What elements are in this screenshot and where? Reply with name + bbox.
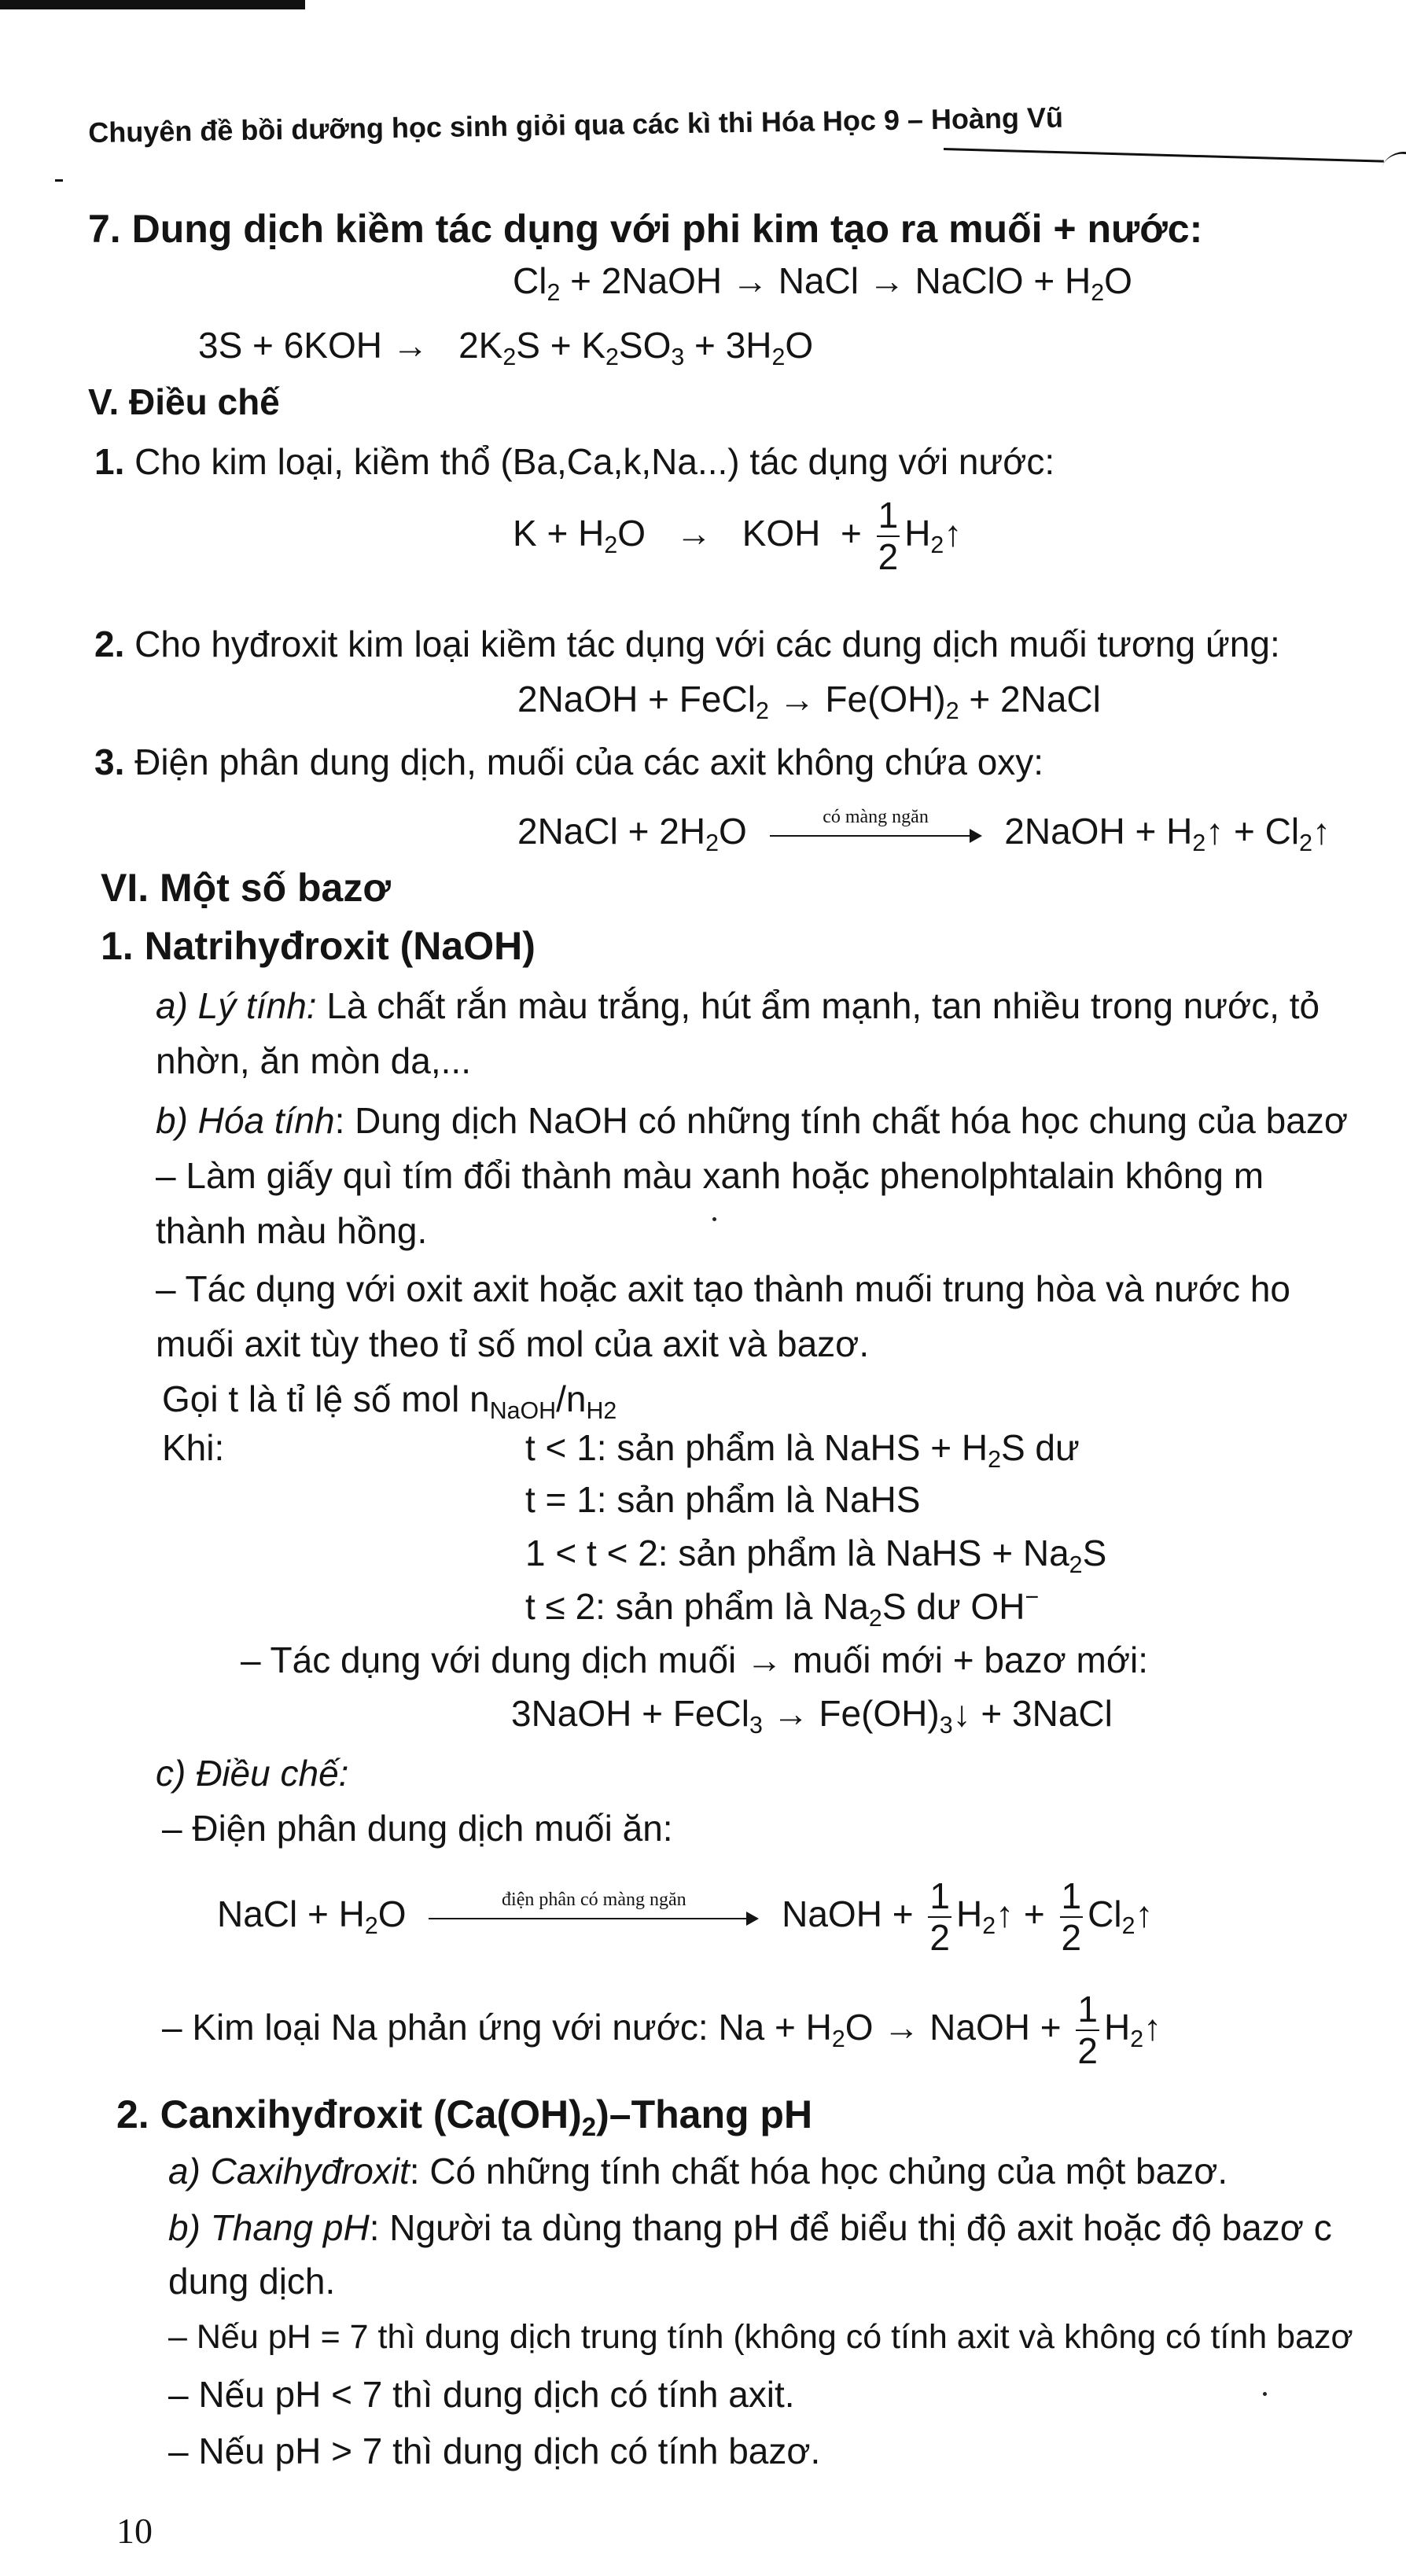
ph-scale-cont: dung dịch. — [168, 2261, 336, 2302]
naoh-title: 1. Natrihyđroxit (NaOH) — [101, 924, 536, 968]
reaction-arrow: điện phân có màng ngăn — [429, 1905, 759, 1929]
mole-ratio-definition: Gọi t là tỉ lệ số mol $n_{NaOH}/n_{H2}$ — [162, 1378, 617, 1425]
caoh2-properties: a) Caxihyđroxit: Có những tính chất hóa học chủng của một bazơ. — [168, 2151, 1228, 2191]
top-border — [0, 0, 305, 9]
sectionV-item1: 1. Cho kim loại, kiềm thổ (Ba,Ca,k,Na...) tác dụng với nước: — [94, 441, 1055, 482]
naoh-chemical-properties: b) Hóa tính: Dung dịch NaOH có những tính chất hóa học chung của bazơ — [156, 1100, 1349, 1141]
ph-neutral: – Nếu pH = 7 thì dung dịch trung tính (không có tính axit và không có tính bazơ — [168, 2318, 1353, 2356]
page-header: Chuyên đề bồi dưỡng học sinh giỏi qua các kì thi Hóa Học 9 – Hoàng Vũ — [88, 101, 1064, 149]
reaction-arrow: có màng ngăn — [770, 822, 982, 846]
equation-cl2-naoh: $Cl_2$ + 2NaOH → NaCl → NaClO + $H_2O$ — [513, 260, 1132, 307]
sectionVI-title: VI. Một số bazơ — [101, 866, 391, 910]
margin-mark — [55, 179, 63, 182]
naoh-preparation-label: c) Điều chế: — [156, 1753, 349, 1794]
equation-k-h2o: $K + H_2O$ → KOH + $\frac{1}{2}$ $H_2↑$ — [513, 495, 962, 577]
sectionV-item3: 3. Điện phân dung dịch, muối của các axit không chứa oxy: — [94, 742, 1044, 782]
ratio-case-2: t = 1: sản phẩm là NaHS — [525, 1479, 921, 1520]
sectionV-title: V. Điều chế — [88, 381, 280, 422]
ph-acidic: – Nếu pH < 7 thì dung dịch có tính axit. — [168, 2374, 795, 2415]
naoh-litmus: – Làm giấy quì tím đổi thành màu xanh hoặc phenolphtalain không m — [156, 1155, 1264, 1196]
fraction-one-half: $\frac{1}{2}$ — [929, 1875, 950, 1958]
when-label: Khi: — [162, 1427, 225, 1468]
ratio-case-1: t < 1: sản phẩm là NaHS + $H_2S$ dư — [525, 1427, 1080, 1474]
ratio-case-3: 1 < t < 2: sản phẩm là NaHS + $Na_2S$ — [525, 1533, 1107, 1579]
naoh-preparation-sodium: – Kim loại Na phản ứng với nước: $Na + H_2O$ → NaOH + $\frac{1}{2}$ $H_2↑$ — [162, 1989, 1162, 2071]
header-rule-curve — [1381, 145, 1406, 179]
fraction-one-half: $\frac{1}{2}$ — [1061, 1875, 1082, 1958]
ratio-case-4: t ≤ 2: sản phẩm là $Na_2S$ dư OH− — [525, 1584, 1040, 1632]
naoh-acid-reaction-cont: muối axit tùy theo tỉ số mol của axit và bazơ. — [156, 1323, 870, 1364]
print-speck — [712, 1217, 716, 1221]
equation-naoh-fecl3: 3NaOH + FeCl$_3$ → $Fe(OH)_3↓$ + 3NaCl — [511, 1693, 1113, 1739]
equation-nacl-electrolysis: NaCl + $H_2O$ điện phân có màng ngăn NaOH + $\frac{1}{2}$ $H_2↑$ + $\frac{1}{2}$ $Cl_2↑$ — [217, 1875, 1154, 1958]
naoh-litmus-cont: thành màu hồng. — [156, 1210, 428, 1251]
naoh-physical-properties-cont: nhờn, ăn mòn da,... — [156, 1040, 471, 1081]
naoh-salt-reaction: – Tác dụng với dung dịch muối → muối mới + bazơ mới: — [241, 1639, 1149, 1680]
page-number: 10 — [116, 2511, 153, 2551]
header-rule — [944, 148, 1384, 163]
caoh2-title: 2. Canxihyđroxit $(Ca(OH)_2)$–Thang pH — [116, 2092, 813, 2141]
equation-s-koh: 3S + 6KOH → $2K_2S + K_2SO_3 + 3H_2O$ — [198, 325, 814, 371]
naoh-preparation-electrolysis: – Điện phân dung dịch muối ăn: — [162, 1808, 673, 1849]
naoh-acid-reaction: – Tác dụng với oxit axit hoặc axit tạo thành muối trung hòa và nước ho — [156, 1268, 1291, 1309]
fraction-one-half: $\frac{1}{2}$ — [1077, 1989, 1098, 2071]
ph-scale: b) Thang pH: Người ta dùng thang pH để biểu thị độ axit hoặc độ bazơ c — [168, 2207, 1332, 2248]
equation-naoh-fecl2: 2NaOH + FeCl$_2$ → $Fe(OH)_2$ + 2NaCl — [517, 679, 1101, 725]
ph-basic: – Nếu pH > 7 thì dung dịch có tính bazơ. — [168, 2431, 821, 2471]
equation-electrolysis-nacl: 2NaCl + $2H_2O$ có màng ngăn 2NaOH + $H_2↑$ + $Cl_2↑$ — [517, 806, 1331, 857]
section7-title: 7. Dung dịch kiềm tác dụng với phi kim tạo ra muối + nước: — [88, 207, 1203, 251]
fraction-one-half: $\frac{1}{2}$ — [878, 495, 899, 577]
naoh-physical-properties: a) Lý tính: Là chất rắn màu trắng, hút ẩm mạnh, tan nhiều trong nước, tỏ — [156, 985, 1320, 1026]
sectionV-item2: 2. Cho hyđroxit kim loại kiềm tác dụng với các dung dịch muối tương ứng: — [94, 624, 1280, 664]
print-speck — [1263, 2392, 1267, 2396]
